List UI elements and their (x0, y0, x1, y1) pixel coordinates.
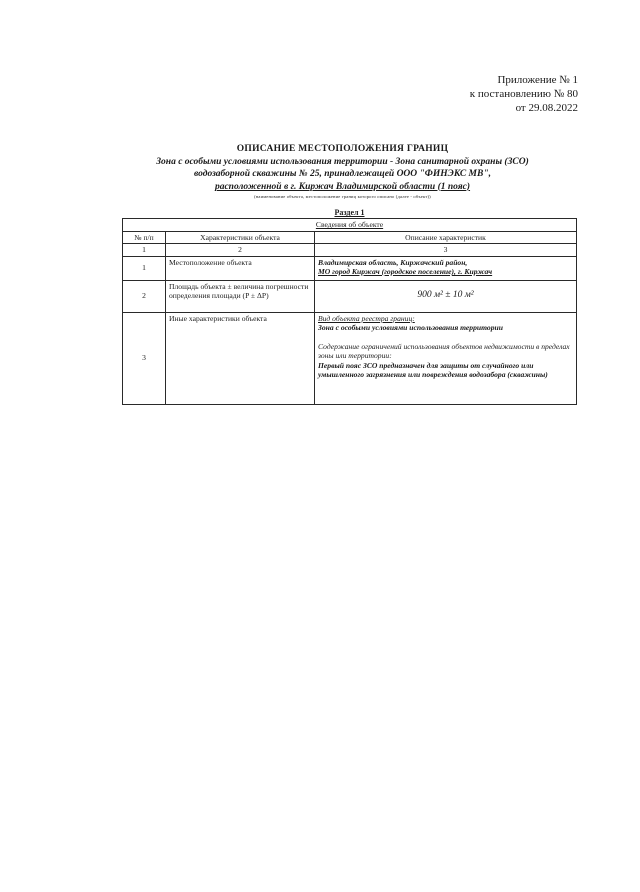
type-label: Вид объекта реестра границ: (318, 313, 415, 323)
row-num: 2 (123, 280, 166, 312)
section-subtitle: Сведения об объекте (123, 219, 577, 232)
table-row (123, 312, 577, 404)
document-title-block (120, 143, 565, 200)
row-description (315, 312, 577, 404)
header-description: Описание характеристик (315, 231, 577, 244)
appendix-date: от 29.08.2022 (515, 102, 578, 114)
row-characteristic: Местоположение объекта (166, 256, 315, 280)
section-heading (122, 208, 577, 218)
header-num: № п/п (123, 231, 166, 244)
header-characteristic: Характеристики объекта (166, 231, 315, 244)
zone-name: Зона с особыми условиями использования территории - Зона санитарной охраны (ЗСО) (156, 156, 529, 167)
well-owner: водозаборной скважины № 25, принадлежащей ООО "ФИНЭКС МВ", (194, 169, 491, 179)
location-line2: МО город Киржач (городское поселение), г. Киржач (318, 267, 493, 276)
table-row (123, 256, 577, 280)
well-location: расположенной в г. Киржач Владимирской области (1 пояс) (214, 181, 471, 192)
object-info-table (122, 218, 577, 405)
row-characteristic: Площадь объекта ± величина погрешности определения площади (P ± ΔP) (166, 280, 315, 312)
table-header-row (123, 231, 577, 244)
document-title: ОПИСАНИЕ МЕСТОПОЛОЖЕНИЯ ГРАНИЦ (236, 144, 449, 154)
colnum-3: 3 (315, 244, 577, 257)
row-description (315, 256, 577, 280)
type-value: Зона с особыми условиями использования территории (318, 323, 503, 332)
appendix-number: Приложение № 1 (497, 74, 578, 86)
row-num: 1 (123, 256, 166, 280)
colnum-1: 1 (123, 244, 166, 257)
row-characteristic: Иные характеристики объекта (166, 312, 315, 404)
appendix-reference (470, 73, 578, 115)
table-section-row (123, 219, 577, 232)
title-caption: (наименование объекта, местоположение границ которого описано (далее - объект)) (254, 194, 431, 199)
content-label: Содержание ограничений использования объектов недвижимости в пределах зоны или территории: (318, 341, 570, 360)
location-line1: Владимирская область, Киржачский район, (318, 257, 468, 267)
table-colnum-row (123, 244, 577, 257)
section-name: Раздел 1 (334, 208, 365, 217)
colnum-2: 2 (166, 244, 315, 257)
area-value: 900 м² ± 10 м² (315, 280, 577, 312)
table-row (123, 280, 577, 312)
content-value: Первый пояс ЗСО предназначен для защиты от случайного или умышленного загрязнения или повреждения водозабора (скважины) (318, 360, 548, 379)
row-num: 3 (123, 312, 166, 404)
appendix-resolution: к постановлению № 80 (469, 88, 578, 100)
